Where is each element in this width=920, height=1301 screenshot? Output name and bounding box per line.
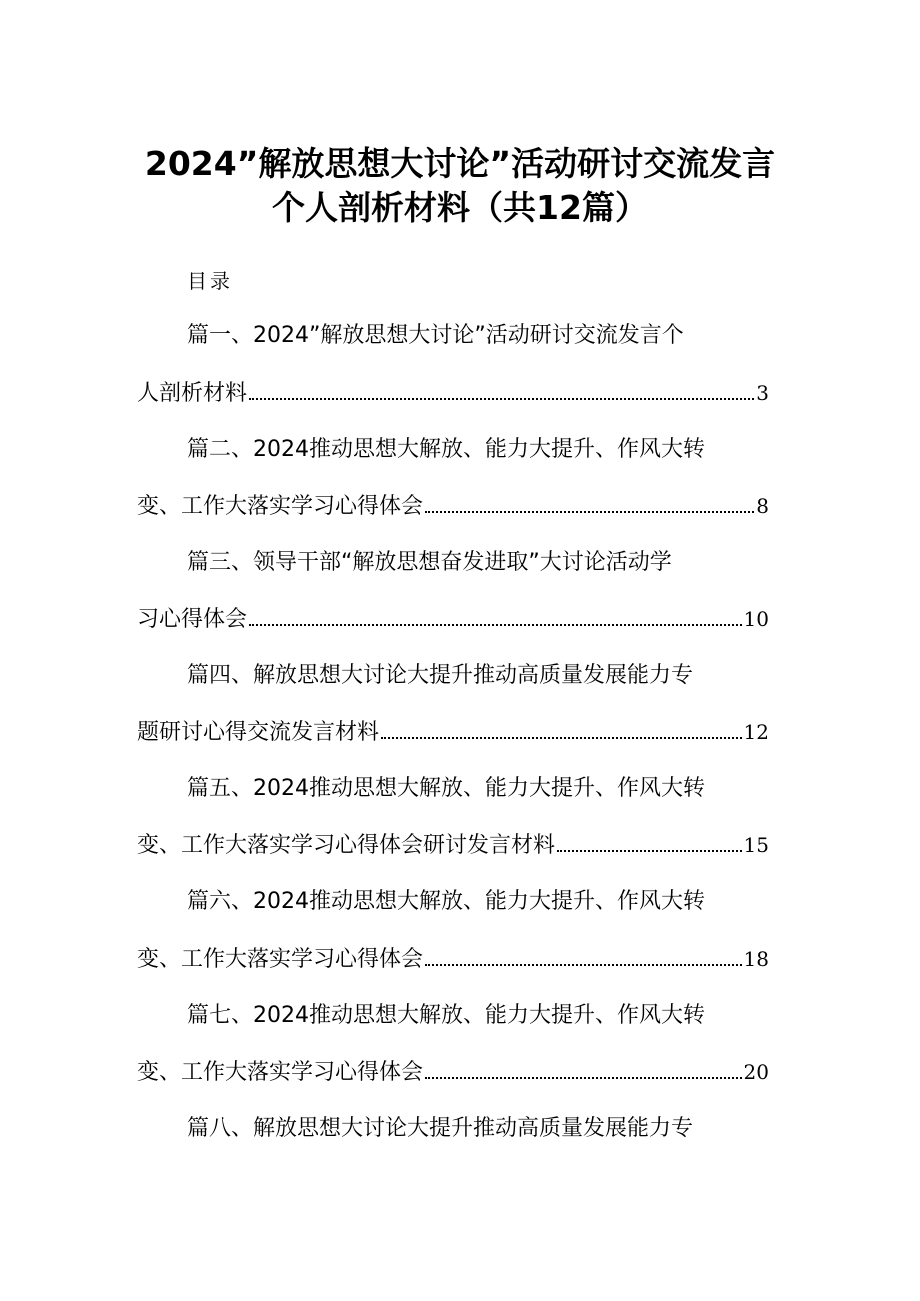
toc-heading: 目录 bbox=[187, 269, 233, 293]
toc-entry-5-line1: 篇五、2024推动思想大解放、能力大提升、作风大转 bbox=[187, 776, 705, 801]
toc-leader-dots bbox=[557, 850, 742, 852]
toc-entry-6-line2[interactable] bbox=[137, 942, 769, 973]
toc-entry-6-page: 18 bbox=[743, 947, 769, 971]
toc-entry-3-line2[interactable] bbox=[137, 602, 769, 633]
document-title-line1: 2024”解放思想大讨论”活动研讨交流发言 bbox=[144, 144, 776, 183]
toc-entry-2-page: 8 bbox=[756, 494, 769, 518]
toc-entry-8-line1: 篇八、解放思想大讨论大提升推动高质量发展能力专 bbox=[187, 1116, 694, 1141]
toc-entry-3-line1: 篇三、领导干部“解放思想奋发进取”大讨论活动学 bbox=[187, 550, 672, 575]
toc-leader-dots bbox=[249, 398, 754, 400]
toc-entry-5-title-tail: 变、工作大落实学习心得体会研讨发言材料 bbox=[137, 833, 556, 858]
toc-entry-6-title-tail: 变、工作大落实学习心得体会 bbox=[137, 947, 424, 972]
toc-entry-7-line2[interactable] bbox=[137, 1055, 769, 1086]
document-title-line2: 个人剖析材料（共12篇） bbox=[272, 188, 648, 227]
toc-entry-4-line1: 篇四、解放思想大讨论大提升推动高质量发展能力专 bbox=[187, 663, 694, 688]
toc-entry-4-page: 12 bbox=[743, 720, 769, 744]
toc-leader-dots bbox=[425, 511, 754, 513]
toc-entry-7-line1: 篇七、2024推动思想大解放、能力大提升、作风大转 bbox=[187, 1003, 705, 1028]
toc-leader-dots bbox=[381, 737, 742, 739]
toc-leader-dots bbox=[249, 624, 742, 626]
toc-entry-3-page: 10 bbox=[743, 607, 769, 631]
toc-entry-2-line2[interactable] bbox=[137, 489, 769, 520]
toc-entry-2-line1: 篇二、2024推动思想大解放、能力大提升、作风大转 bbox=[187, 437, 705, 462]
toc-entry-1-line2[interactable] bbox=[137, 376, 769, 407]
toc-entry-1-line1: 篇一、2024”解放思想大讨论”活动研讨交流发言个 bbox=[187, 323, 684, 348]
toc-entry-2-title-tail: 变、工作大落实学习心得体会 bbox=[137, 494, 424, 519]
toc-entry-6-line1: 篇六、2024推动思想大解放、能力大提升、作风大转 bbox=[187, 889, 705, 914]
toc-leader-dots bbox=[425, 964, 742, 966]
toc-entry-4-title-tail: 题研讨心得交流发言材料 bbox=[137, 720, 380, 745]
toc-entry-1-page: 3 bbox=[756, 381, 769, 405]
toc-entry-5-line2[interactable] bbox=[137, 828, 769, 859]
toc-entry-7-page: 20 bbox=[743, 1060, 769, 1084]
toc-entry-7-title-tail: 变、工作大落实学习心得体会 bbox=[137, 1060, 424, 1085]
toc-entry-1-title-tail: 人剖析材料 bbox=[137, 381, 248, 406]
toc-entry-4-line2[interactable] bbox=[137, 715, 769, 746]
toc-leader-dots bbox=[425, 1077, 742, 1079]
toc-entry-5-page: 15 bbox=[743, 833, 769, 857]
toc-entry-3-title-tail: 习心得体会 bbox=[137, 607, 248, 632]
